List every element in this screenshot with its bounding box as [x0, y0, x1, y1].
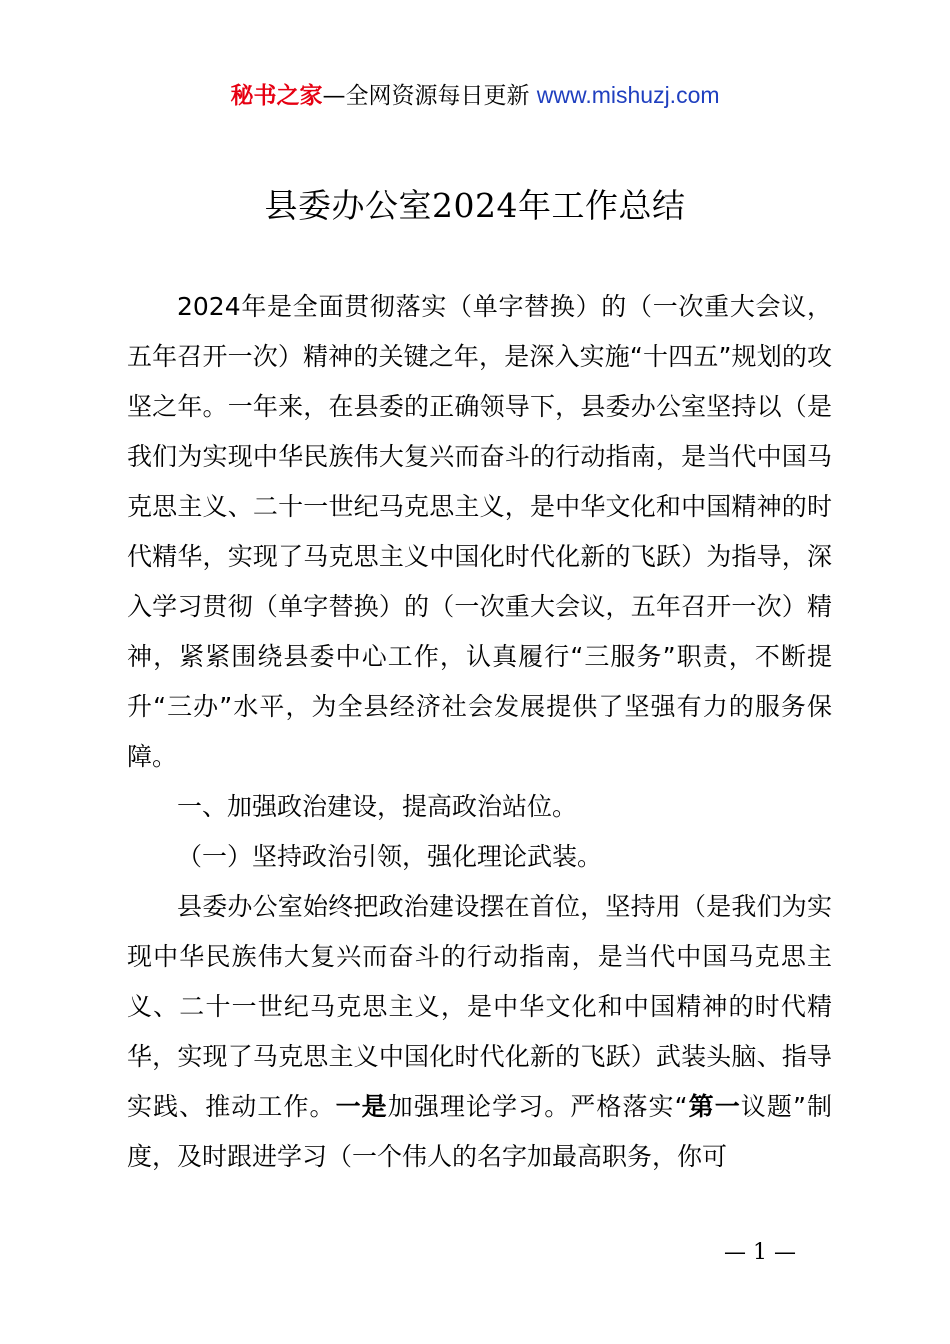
body-bold-marker-2: 第一	[687, 1092, 741, 1121]
body-text-part2: 加强理论学习。严格落实“	[387, 1092, 688, 1121]
section-heading: 一、加强政治建设，提高政治站位。	[177, 792, 578, 821]
body-bold-marker-1: 一是	[335, 1092, 388, 1121]
banner-brand: 秘书之家	[230, 83, 323, 109]
page-number: — 1 —	[724, 1240, 796, 1265]
banner-slogan: —全网资源每日更新	[322, 83, 530, 109]
document-title: 县委办公室2024年工作总结	[264, 186, 686, 225]
document-body	[127, 282, 832, 1182]
site-banner	[0, 78, 950, 113]
intro-paragraph: 2024年是全面贯彻落实（单字替换）的（一次重大会议，五年召开一次）精神的关键之年，是深入实施“十四五”规划的攻坚之年。一年来，在县委的正确领导下，县委办公室坚持以（是我们为实现中华民族伟大复兴而奋斗的行动指南，是当代中国马克思主义、二十一世纪马克思主义，是中华文化和中国精神的时代精华，实现了马克思主义中国化时代化新的飞跃）为指导，深入学习贯彻（单字替换）的（一次重大会议，五年召开一次）精神，紧紧围绕县委中心工作，认真履行“三服务”职责，不断提升“三办”水平，为全县经济社会发展提供了坚强有力的服务保障。	[127, 292, 832, 771]
banner-url-link[interactable]: www.mishuzj.com	[536, 82, 720, 108]
subsection-heading: （一）坚持政治引领，强化理论武装。	[177, 842, 603, 871]
body-text-part1: 县委办公室始终把政治建设摆在首位，坚持用（是我们为实现中华民族伟大复兴而奋斗的行动指南，是当代中国马克思主义、二十一世纪马克思主义，是中华文化和中国精神的时代精华，实现了马克思主义中国化时代化新的飞跃）武装头脑、指导实践、推动工作。	[127, 892, 832, 1121]
body-text-part3: 议题”制度，及时跟进学习（一个伟人的名字加最高职务，你可	[127, 1092, 832, 1171]
body-paragraph	[127, 882, 832, 1182]
